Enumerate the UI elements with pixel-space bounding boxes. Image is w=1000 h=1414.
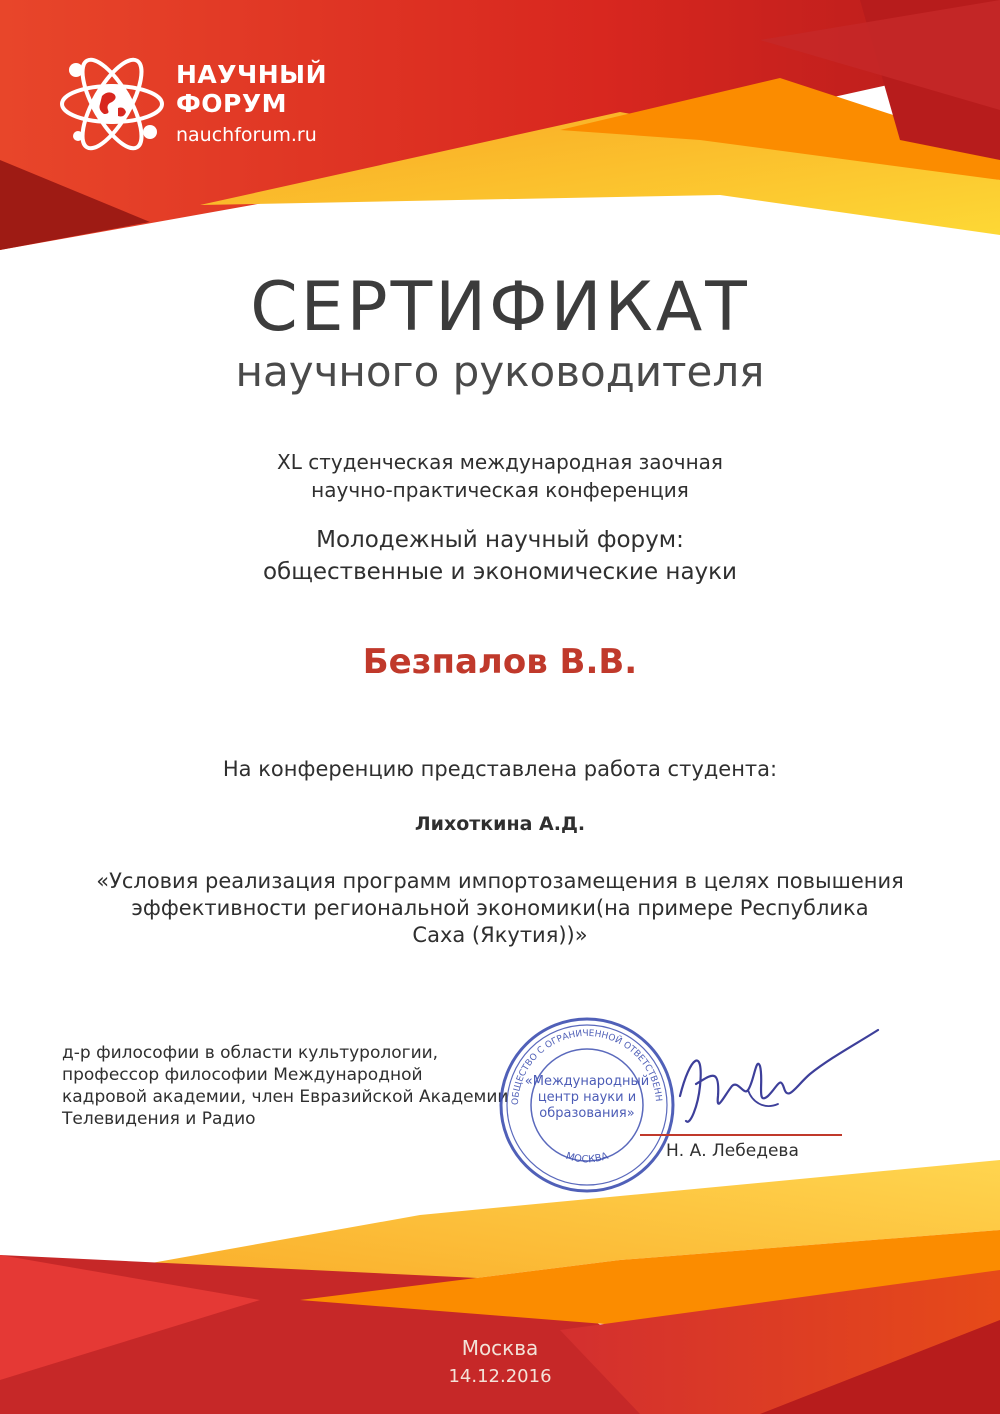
footer-city: Москва	[461, 1336, 539, 1360]
work-title-line-2: эффективности региональной экономики(на примере Республика	[131, 896, 869, 920]
signature-line	[640, 1134, 842, 1136]
stamp-center-text: «Международный центр науки и образования»	[524, 1074, 650, 1121]
work-title-line-1: «Условия реализация программ импортозамещения в целях повышения	[96, 869, 904, 893]
signer-name: Н. А. Лебедева	[666, 1141, 799, 1161]
conference-line-2: научно-практическая конференция	[311, 478, 689, 502]
forum-line-2: общественные и экономические науки	[262, 559, 738, 585]
signer-credentials-line: Телевидения и Радио	[62, 1109, 256, 1129]
student-name: Лихоткина А.Д.	[414, 813, 586, 835]
signer-credentials-line: д-р философии в области культурологии,	[62, 1043, 439, 1063]
stamp-ring-top-text: ОБЩЕСТВО С ОГРАНИЧЕННОЙ ОТВЕТСТВЕНН	[510, 1028, 663, 1106]
stamp-ring-bottom-text: МОСКВА	[564, 1150, 610, 1166]
forum-block	[0, 524, 1000, 588]
organization-stamp	[496, 1014, 678, 1196]
nauchforum-logo	[58, 50, 378, 168]
conference-block	[0, 448, 1000, 504]
certificate-subtitle: научного руководителя	[235, 347, 765, 396]
recipient-name: Безпалов В.В.	[362, 642, 638, 682]
handwritten-signature	[660, 1026, 890, 1136]
forum-line-1: Молодежный научный форум:	[316, 527, 684, 553]
work-title-block	[0, 868, 1000, 949]
atom-globe-icon	[58, 50, 166, 158]
presented-text: На конференцию представлена работа студента:	[222, 757, 778, 781]
certificate-title: СЕРТИФИКАТ	[250, 268, 750, 347]
logo-site-url: nauchforum.ru	[176, 124, 317, 146]
signer-credentials-line: профессор философии Международной	[62, 1065, 423, 1085]
svg-text:МОСКВА	[564, 1151, 609, 1166]
logo-title: НАУЧНЫЙ ФОРУМ	[176, 60, 327, 118]
signer-credentials-line: кадровой академии, член Евразийской Академии	[62, 1087, 509, 1107]
footer-date: 14.12.2016	[448, 1366, 552, 1387]
conference-line-1: XL студенческая международная заочная	[277, 450, 723, 474]
work-title-line-3: Саха (Якутия))»	[412, 923, 588, 947]
